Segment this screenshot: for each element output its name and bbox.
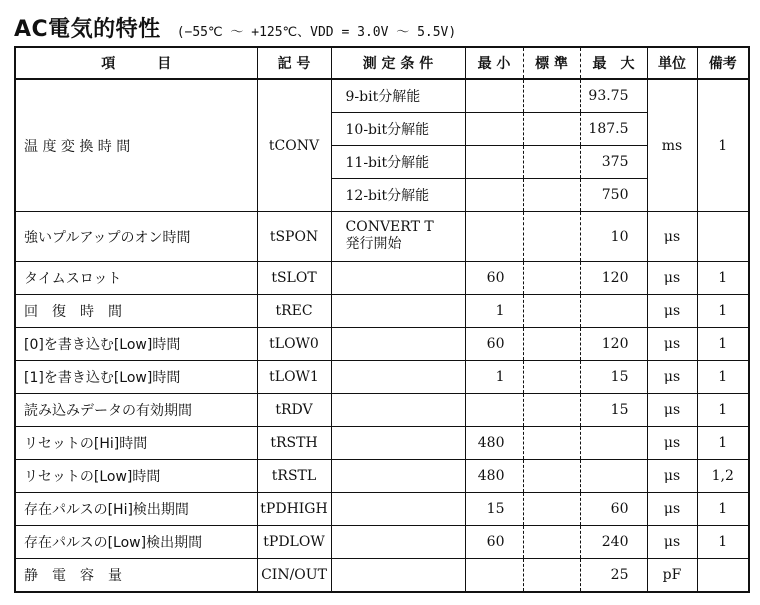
param-condition-line: CONVERT T [345, 219, 434, 235]
header-row [15, 47, 749, 79]
param-item: タイムスロット [15, 262, 257, 295]
title-conditions: (−55℃ ～ +125℃、VDD = 3.0V ～ 5.5V) [176, 25, 457, 40]
param-item: リセットの[Hi]時間 [15, 427, 257, 460]
param-unit: μs [647, 262, 697, 295]
param-condition [331, 526, 465, 559]
param-unit: μs [647, 526, 697, 559]
param-note: 1 [697, 295, 749, 328]
param-max: 15 [580, 361, 647, 394]
param-symbol: tRSTH [257, 427, 331, 460]
header-min: 最 小 [465, 47, 523, 79]
param-item: 存在パルスの[Low]検出期間 [15, 526, 257, 559]
param-note [697, 212, 749, 262]
header-item: 項 目 [15, 47, 257, 79]
param-max: 60 [580, 493, 647, 526]
table-row [15, 427, 749, 460]
param-max [580, 460, 647, 493]
param-min [465, 559, 523, 593]
param-max: 120 [580, 262, 647, 295]
param-typ [523, 493, 580, 526]
param-symbol: tREC [257, 295, 331, 328]
param-symbol: tSLOT [257, 262, 331, 295]
table-body [15, 79, 749, 592]
param-item: 回 復 時 間 [15, 295, 257, 328]
param-item: リセットの[Low]時間 [15, 460, 257, 493]
conversion-max: 375 [580, 146, 647, 179]
conversion-condition: 11-bit分解能 [331, 146, 465, 179]
header-unit: 単位 [647, 47, 697, 79]
param-typ [523, 559, 580, 593]
param-symbol: tRDV [257, 394, 331, 427]
param-note: 1,2 [697, 460, 749, 493]
param-symbol: tPDLOW [257, 526, 331, 559]
conversion-condition: 10-bit分解能 [331, 113, 465, 146]
param-typ [523, 526, 580, 559]
param-typ [523, 295, 580, 328]
conversion-typ [523, 79, 580, 113]
param-symbol: tPDHIGH [257, 493, 331, 526]
param-note: 1 [697, 493, 749, 526]
param-condition [331, 394, 465, 427]
param-note: 1 [697, 427, 749, 460]
param-max: 120 [580, 328, 647, 361]
param-symbol: CIN/OUT [257, 559, 331, 593]
param-note: 1 [697, 262, 749, 295]
table-row [15, 295, 749, 328]
param-max: 240 [580, 526, 647, 559]
param-min: 60 [465, 328, 523, 361]
param-max: 25 [580, 559, 647, 593]
table-row [15, 328, 749, 361]
table-row [15, 493, 749, 526]
param-typ [523, 361, 580, 394]
param-unit: pF [647, 559, 697, 593]
param-max: 10 [580, 212, 647, 262]
header-symbol: 記 号 [257, 47, 331, 79]
param-max [580, 295, 647, 328]
param-unit: μs [647, 493, 697, 526]
table-row [15, 212, 749, 262]
param-unit: μs [647, 361, 697, 394]
param-max: 15 [580, 394, 647, 427]
table-row [15, 262, 749, 295]
param-unit: μs [647, 328, 697, 361]
param-item: 読み込みデータの有効期間 [15, 394, 257, 427]
conversion-typ [523, 113, 580, 146]
header-max: 最 大 [580, 47, 647, 79]
page-title [14, 12, 456, 42]
param-min: 1 [465, 295, 523, 328]
conversion-unit: ms [647, 79, 697, 212]
param-item: 静 電 容 量 [15, 559, 257, 593]
table-row [15, 559, 749, 593]
param-item: [0]を書き込む[Low]時間 [15, 328, 257, 361]
conversion-max: 750 [580, 179, 647, 212]
header-note: 備考 [697, 47, 749, 79]
param-typ [523, 460, 580, 493]
param-typ [523, 212, 580, 262]
param-min: 15 [465, 493, 523, 526]
conversion-max: 187.5 [580, 113, 647, 146]
param-unit: μs [647, 295, 697, 328]
param-typ [523, 427, 580, 460]
param-unit: μs [647, 460, 697, 493]
param-condition [331, 493, 465, 526]
param-min [465, 394, 523, 427]
conversion-min [465, 79, 523, 113]
param-max [580, 427, 647, 460]
conversion-condition: 12-bit分解能 [331, 179, 465, 212]
param-min: 1 [465, 361, 523, 394]
conversion-note: 1 [697, 79, 749, 212]
conversion-typ [523, 146, 580, 179]
param-symbol: tLOW1 [257, 361, 331, 394]
conversion-symbol: tCONV [257, 79, 331, 212]
param-symbol: tSPON [257, 212, 331, 262]
param-condition [331, 262, 465, 295]
ac-characteristics-table [14, 46, 750, 593]
param-unit: μs [647, 212, 697, 262]
header-condition: 測 定 条 件 [331, 47, 465, 79]
param-condition [331, 361, 465, 394]
param-unit: μs [647, 427, 697, 460]
table-row [15, 526, 749, 559]
param-typ [523, 328, 580, 361]
table-row [15, 460, 749, 493]
param-condition [331, 328, 465, 361]
conversion-max: 93.75 [580, 79, 647, 113]
param-min: 60 [465, 262, 523, 295]
param-min: 60 [465, 526, 523, 559]
param-item: 存在パルスの[Hi]検出期間 [15, 493, 257, 526]
param-condition [331, 295, 465, 328]
param-min: 480 [465, 460, 523, 493]
param-note: 1 [697, 394, 749, 427]
param-min [465, 212, 523, 262]
table-row [15, 394, 749, 427]
param-note: 1 [697, 328, 749, 361]
param-typ [523, 394, 580, 427]
title-main: AC電気的特性 [14, 17, 161, 42]
param-condition [331, 460, 465, 493]
param-note: 1 [697, 526, 749, 559]
conversion-condition: 9-bit分解能 [331, 79, 465, 113]
param-symbol: tLOW0 [257, 328, 331, 361]
param-note: 1 [697, 361, 749, 394]
conversion-typ [523, 179, 580, 212]
header-typ: 標 準 [523, 47, 580, 79]
param-typ [523, 262, 580, 295]
table-row [15, 361, 749, 394]
param-condition [331, 559, 465, 593]
param-note [697, 559, 749, 593]
conversion-min [465, 146, 523, 179]
conversion-min [465, 179, 523, 212]
param-unit: μs [647, 394, 697, 427]
param-condition [331, 212, 465, 262]
param-item: 強いプルアップのオン時間 [15, 212, 257, 262]
param-item: [1]を書き込む[Low]時間 [15, 361, 257, 394]
conversion-min [465, 113, 523, 146]
param-min: 480 [465, 427, 523, 460]
conversion-item: 温 度 変 換 時 間 [15, 79, 257, 212]
param-condition [331, 427, 465, 460]
table-row [15, 79, 749, 113]
param-condition-line: 発行開始 [345, 236, 402, 252]
param-symbol: tRSTL [257, 460, 331, 493]
